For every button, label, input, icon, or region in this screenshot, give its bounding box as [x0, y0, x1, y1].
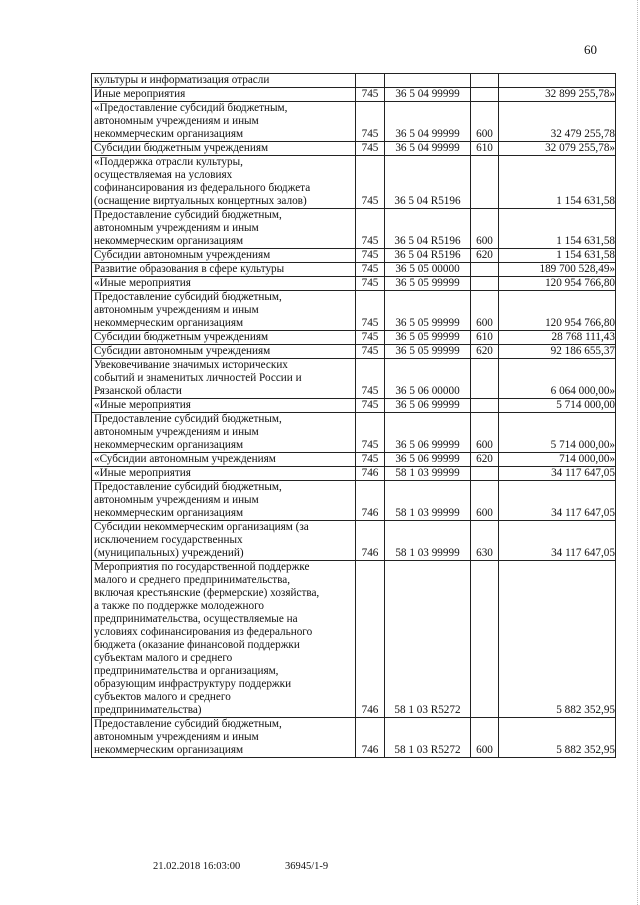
row-target-article-cell: 36 5 05 99999 [385, 331, 471, 345]
row-name-cell: Субсидии бюджетным учреждениям [92, 142, 356, 156]
row-dept-code-cell: 746 [356, 561, 385, 718]
row-name-cell: «Иные мероприятия [92, 277, 356, 291]
row-name-cell: Предоставление субсидий бюджетным, автономным учреждениям и иным некоммерческим организациям [92, 481, 356, 521]
row-dept-code-cell: 745 [356, 277, 385, 291]
row-target-article-cell: 58 1 03 R5272 [385, 718, 471, 758]
table-row [92, 142, 616, 156]
row-amount-cell: 28 768 111,43 [499, 331, 616, 345]
row-name-cell: «Предоставление субсидий бюджетным, автономным учреждениям и иным некоммерческим организациям [92, 102, 356, 142]
row-target-article-cell: 36 5 06 99999 [385, 453, 471, 467]
row-expense-type-cell [471, 467, 499, 481]
row-expense-type-cell: 630 [471, 521, 499, 561]
table-row [92, 209, 616, 249]
row-expense-type-cell [471, 88, 499, 102]
row-name-cell: Увековечивание значимых исторических событий и знаменитых личностей России и Рязанской области [92, 359, 356, 399]
row-amount-cell: 189 700 528,49» [499, 263, 616, 277]
row-dept-code-cell: 745 [356, 345, 385, 359]
row-dept-code-cell: 745 [356, 102, 385, 142]
table-row [92, 331, 616, 345]
row-name-cell: Субсидии автономным учреждениям [92, 345, 356, 359]
row-amount-cell: 34 117 647,05 [499, 467, 616, 481]
row-amount-cell: 1 154 631,58 [499, 209, 616, 249]
row-target-article-cell: 58 1 03 99999 [385, 481, 471, 521]
row-name-cell: Субсидии некоммерческим организациям (за исключением государственных (муниципальных) учреждений) [92, 521, 356, 561]
row-name-cell: «Иные мероприятия [92, 399, 356, 413]
row-target-article-cell [385, 74, 471, 88]
row-name-cell: Предоставление субсидий бюджетным, автономным учреждениям и иным некоммерческим организациям [92, 291, 356, 331]
row-dept-code-cell: 745 [356, 291, 385, 331]
row-expense-type-cell [471, 74, 499, 88]
budget-table [91, 73, 616, 758]
row-dept-code-cell: 745 [356, 453, 385, 467]
row-expense-type-cell: 610 [471, 142, 499, 156]
table-row [92, 521, 616, 561]
row-name-cell: Предоставление субсидий бюджетным, автономным учреждениям и иным некоммерческим организациям [92, 413, 356, 453]
footer-document-code: 36945/1-9 [285, 861, 329, 872]
table-row [92, 88, 616, 102]
row-expense-type-cell [471, 359, 499, 399]
row-amount-cell: 5 882 352,95 [499, 718, 616, 758]
row-expense-type-cell: 600 [471, 209, 499, 249]
table-row [92, 481, 616, 521]
row-dept-code-cell: 745 [356, 331, 385, 345]
row-target-article-cell: 36 5 06 00000 [385, 359, 471, 399]
row-amount-cell: 5 714 000,00» [499, 413, 616, 453]
row-dept-code-cell: 746 [356, 467, 385, 481]
row-dept-code-cell: 746 [356, 718, 385, 758]
row-dept-code-cell: 746 [356, 521, 385, 561]
row-target-article-cell: 36 5 06 99999 [385, 399, 471, 413]
row-expense-type-cell [471, 156, 499, 209]
row-dept-code-cell: 745 [356, 142, 385, 156]
row-expense-type-cell: 600 [471, 291, 499, 331]
row-target-article-cell: 36 5 05 00000 [385, 263, 471, 277]
row-amount-cell: 714 000,00» [499, 453, 616, 467]
footer-timestamp: 21.02.2018 16:03:00 [153, 861, 241, 872]
row-name-cell: Предоставление субсидий бюджетным, автономным учреждениям и иным некоммерческим организациям [92, 718, 356, 758]
row-dept-code-cell: 745 [356, 359, 385, 399]
row-expense-type-cell: 610 [471, 331, 499, 345]
scan-edge [636, 0, 638, 905]
row-target-article-cell: 36 5 05 99999 [385, 345, 471, 359]
row-name-cell: Субсидии автономным учреждениям [92, 249, 356, 263]
row-target-article-cell: 36 5 04 99999 [385, 142, 471, 156]
table-row [92, 453, 616, 467]
row-target-article-cell: 36 5 04 99999 [385, 102, 471, 142]
row-dept-code-cell [356, 74, 385, 88]
table-row [92, 561, 616, 718]
row-amount-cell: 1 154 631,58 [499, 156, 616, 209]
table-row [92, 156, 616, 209]
row-amount-cell: 92 186 655,37 [499, 345, 616, 359]
row-amount-cell: 5 882 352,95 [499, 561, 616, 718]
budget-table-body [92, 74, 616, 758]
row-amount-cell: 120 954 766,80 [499, 291, 616, 331]
page-number: 60 [584, 42, 597, 57]
row-amount-cell: 34 117 647,05 [499, 481, 616, 521]
row-target-article-cell: 36 5 05 99999 [385, 277, 471, 291]
row-amount-cell: 1 154 631,58 [499, 249, 616, 263]
row-target-article-cell: 36 5 05 99999 [385, 291, 471, 331]
row-target-article-cell: 58 1 03 R5272 [385, 561, 471, 718]
row-name-cell: «Иные мероприятия [92, 467, 356, 481]
row-expense-type-cell: 620 [471, 249, 499, 263]
table-row [92, 277, 616, 291]
row-amount-cell: 32 079 255,78» [499, 142, 616, 156]
row-name-cell: культуры и информатизация отрасли [92, 74, 356, 88]
row-name-cell: Предоставление субсидий бюджетным, автономным учреждениям и иным некоммерческим организациям [92, 209, 356, 249]
row-expense-type-cell [471, 561, 499, 718]
table-row [92, 249, 616, 263]
row-dept-code-cell: 745 [356, 399, 385, 413]
row-target-article-cell: 58 1 03 99999 [385, 521, 471, 561]
row-target-article-cell: 58 1 03 99999 [385, 467, 471, 481]
table-row [92, 263, 616, 277]
row-dept-code-cell: 745 [356, 156, 385, 209]
row-dept-code-cell: 745 [356, 88, 385, 102]
row-name-cell: Субсидии бюджетным учреждениям [92, 331, 356, 345]
table-row [92, 359, 616, 399]
row-expense-type-cell: 600 [471, 718, 499, 758]
row-name-cell: Мероприятия по государственной поддержке малого и среднего предпринимательства, включая крестьянские (фермерские) хозяйства, а также по поддержке молодежного предпринимательства, осуществляемые на условиях софинансирования из федерального бюджета (оказание финансовой поддержки субъектам малого и среднего предпринимательства и организациям, образующим инфраструктуру поддержки субъектов малого и среднего предпринимательства) [92, 561, 356, 718]
table-row [92, 413, 616, 453]
table-row [92, 74, 616, 88]
row-amount-cell: 6 064 000,00» [499, 359, 616, 399]
row-amount-cell: 32 479 255,78 [499, 102, 616, 142]
row-name-cell: Иные мероприятия [92, 88, 356, 102]
row-dept-code-cell: 746 [356, 481, 385, 521]
row-target-article-cell: 36 5 04 R5196 [385, 156, 471, 209]
row-name-cell: «Поддержка отрасли культуры, осуществляемая на условиях софинансирования из федерального бюджета (оснащение виртуальных концертных залов) [92, 156, 356, 209]
row-dept-code-cell: 745 [356, 413, 385, 453]
row-expense-type-cell: 600 [471, 102, 499, 142]
row-expense-type-cell: 620 [471, 345, 499, 359]
table-row [92, 467, 616, 481]
row-expense-type-cell: 600 [471, 413, 499, 453]
row-dept-code-cell: 745 [356, 263, 385, 277]
row-dept-code-cell: 745 [356, 249, 385, 263]
row-expense-type-cell: 600 [471, 481, 499, 521]
row-amount-cell: 120 954 766,80 [499, 277, 616, 291]
row-target-article-cell: 36 5 06 99999 [385, 413, 471, 453]
row-dept-code-cell: 745 [356, 209, 385, 249]
row-expense-type-cell: 620 [471, 453, 499, 467]
row-name-cell: «Субсидии автономным учреждениям [92, 453, 356, 467]
table-row [92, 291, 616, 331]
table-row [92, 102, 616, 142]
row-amount-cell: 32 899 255,78» [499, 88, 616, 102]
row-expense-type-cell [471, 277, 499, 291]
row-target-article-cell: 36 5 04 R5196 [385, 249, 471, 263]
row-amount-cell: 5 714 000,00 [499, 399, 616, 413]
row-expense-type-cell [471, 399, 499, 413]
table-row [92, 718, 616, 758]
row-amount-cell [499, 74, 616, 88]
row-target-article-cell: 36 5 04 R5196 [385, 209, 471, 249]
row-name-cell: Развитие образования в сфере культуры [92, 263, 356, 277]
row-expense-type-cell [471, 263, 499, 277]
table-row [92, 345, 616, 359]
table-row [92, 399, 616, 413]
row-target-article-cell: 36 5 04 99999 [385, 88, 471, 102]
row-amount-cell: 34 117 647,05 [499, 521, 616, 561]
